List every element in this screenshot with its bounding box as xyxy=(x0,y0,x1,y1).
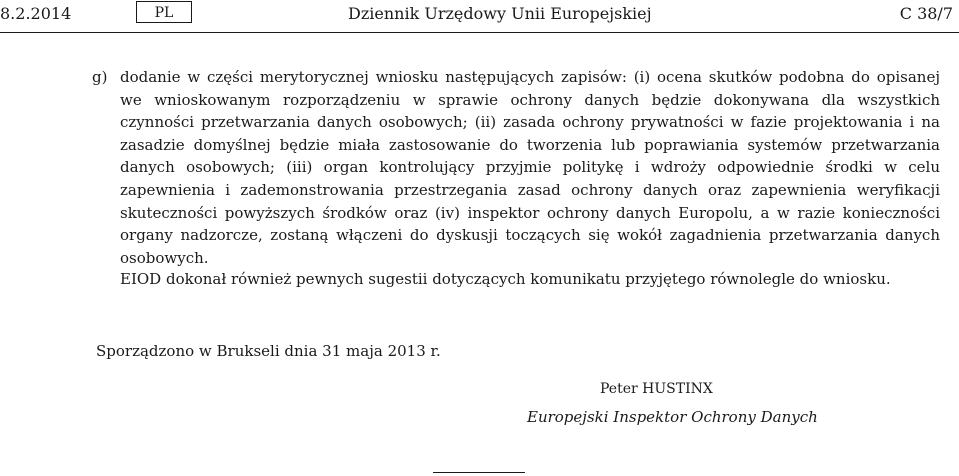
publication-date: 8.2.2014 xyxy=(0,4,72,23)
header-divider xyxy=(0,32,959,33)
language-badge: PL xyxy=(136,1,192,23)
journal-title: Dziennik Urzędowy Unii Europejskiej xyxy=(348,4,652,23)
list-marker: g) xyxy=(92,68,108,86)
signatory-title: Europejski Inspektor Ochrony Danych xyxy=(527,408,818,426)
end-divider xyxy=(433,472,525,473)
issue-number: C 38/7 xyxy=(899,4,953,23)
list-item-g xyxy=(92,66,940,269)
page-header xyxy=(0,0,959,32)
signatory-name: Peter HUSTINX xyxy=(600,381,713,397)
place-and-date: Sporządzono w Brukseli dnia 31 maja 2013 r. xyxy=(96,342,441,360)
body-paragraph: EIOD dokonał również pewnych sugestii dotyczących komunikatu przyjętego równolegle do wniosku. xyxy=(120,270,891,288)
list-item-text: dodanie w części merytorycznej wniosku następujących zapisów: (i) ocena skutków podobna do opisanej we wnioskowanym rozporządzeniu w sprawie ochrony danych będzie dokonywana dla wszystkich czynności przetwarzania danych osobowych; (ii) zasada ochrony prywatności w fazie projektowania i na zasadzie domyślnej będzie miała zastosowanie do tworzenia lub poprawiania systemów przetwarzania danych osobowych; (iii) organ kontrolujący przyjmie politykę i wdroży odpowiednie środki w celu zapewnienia i zademonstrowania przestrzegania zasad ochrony danych oraz zapewnienia weryfikacji skuteczności powyższych środków oraz (iv) inspektor ochrony danych Europolu, a w razie konieczności organy nadzorcze, zostaną włączeni do dyskusji toczących się wokół zagadnienia przetwarzania danych osobowych. xyxy=(120,68,940,267)
